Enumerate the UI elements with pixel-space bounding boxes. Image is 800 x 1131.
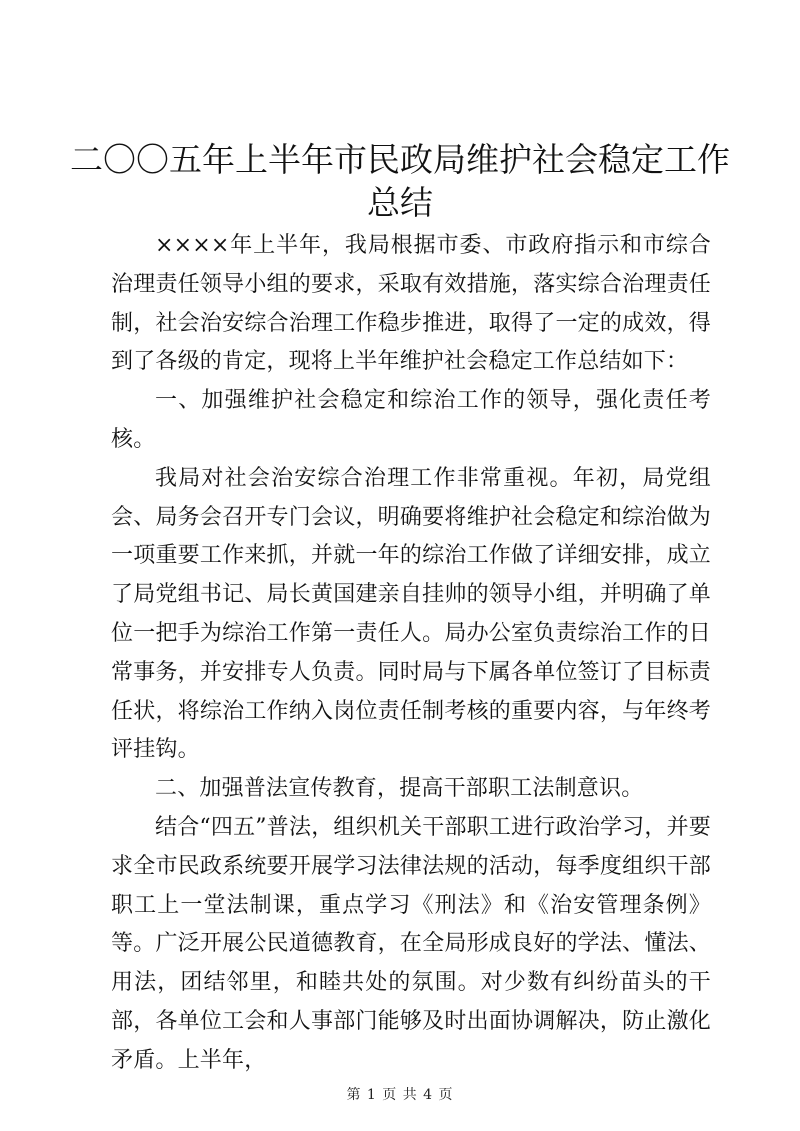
section-paragraph-2: 结合“四五”普法，组织机关干部职工进行政治学习，并要求全市民政系统要开展学习法律法规的活动，每季度组织干部职工上一堂法制课，重点学习《刑法》和《治安管理条例》等。广泛开展公民道德教育，在全局形成良好的学法、懂法、用法，团结邻里，和睦共处的氛围。对少数有纠纷苗头的干部，各单位工会和人事部门能够及时出面协调解决，防止激化矛盾。上半年， — [111, 814, 711, 1073]
section-paragraph-1: 我局对社会治安综合治理工作非常重视。年初，局党组会、局务会召开专门会议，明确要将维护社会稳定和综治做为一项重要工作来抓，并就一年的综治工作做了详细安排，成立了局党组书记、局长黄国建亲自挂帅的领导小组，并明确了单位一把手为综治工作第一责任人。局办公室负责综治工作的日常事务，并安排专人负责。同时局与下属各单位签订了目标责任状，将综治工作纳入岗位责任制考核的重要内容，与年终考评挂钩。 — [111, 465, 711, 763]
section-heading-2: 二、加强普法宣传教育，提高干部职工法制意识。 — [155, 776, 644, 802]
document-title: 二〇〇五年上半年市民政局维护社会稳定工作总结 — [70, 140, 730, 222]
document-body — [111, 227, 711, 1081]
intro-paragraph: ××××年上半年，我局根据市委、市政府指示和市综合治理责任领导小组的要求，采取有效措施，落实综合治理责任制，社会治安综合治理工作稳步推进，取得了一定的成效，得到了各级的肯定，现将上半年维护社会稳定工作总结如下： — [111, 233, 711, 375]
page-footer: 第 1 页 共 4 页 — [346, 1087, 454, 1103]
section-heading-1: 一、加强维护社会稳定和综治工作的领导，强化责任考核。 — [111, 388, 711, 452]
